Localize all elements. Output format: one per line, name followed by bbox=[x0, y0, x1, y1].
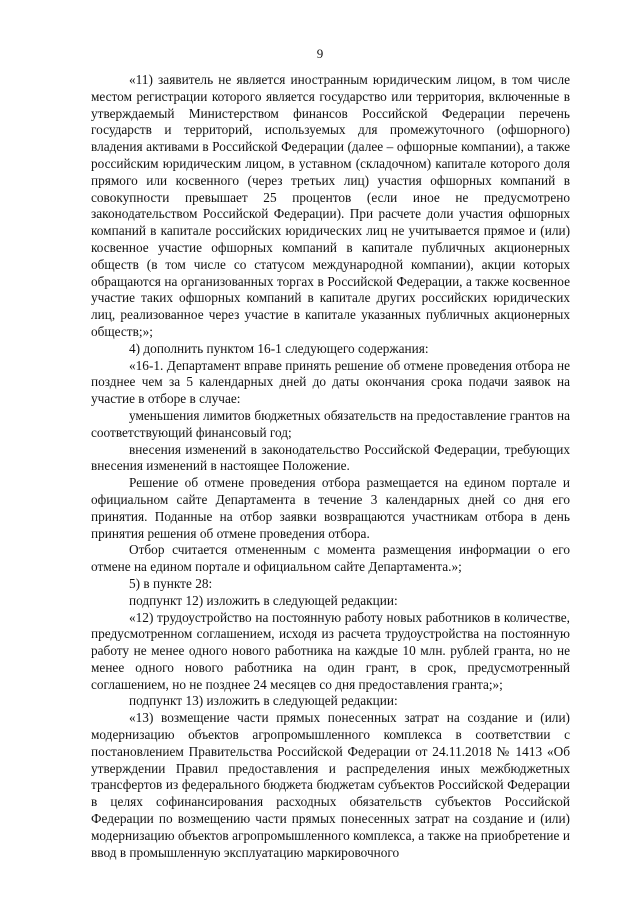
paragraph-limits-reduction: уменьшения лимитов бюджетных обязательств на предоставление грантов на соответствующий финансовый год; bbox=[91, 407, 570, 440]
paragraph-subitem-13: «13) возмещение части прямых понесенных затрат на создание и (или) модернизацию объектов агропромышленного комплекса в соответствии с постановлением Правительства Российской Федерации от 24.11.2018 № 1413 «Об утверждении Правил предоставления и распределения иных межбюджетных трансфертов из федерального бюджета бюджетам субъектов Российской Федерации в целях софинансирования расходных обязательств субъектов Российской Федерации по возмещению части прямых понесенных затрат на создание и (или) модернизацию объектов агропромышленного комплекса, а также на приобретение и ввод в промышленную эксплуатацию маркировочного bbox=[91, 710, 570, 860]
paragraph-16-1: «16-1. Департамент вправе принять решение об отмене проведения отбора не позднее чем за 5 календарных дней до даты окончания срока подачи заявок на участие в отборе в случае: bbox=[91, 357, 570, 407]
paragraph-legislation-change: внесения изменений в законодательство Российской Федерации, требующих внесения изменений в настоящее Положение. bbox=[91, 441, 570, 474]
paragraph-amend-4: 4) дополнить пунктом 16-1 следующего содержания: bbox=[129, 340, 429, 356]
paragraph-subitem-13-intro: подпункт 13) изложить в следующей редакции: bbox=[129, 693, 398, 709]
page-number: 9 bbox=[316, 46, 324, 61]
paragraph-cancellation-effective: Отбор считается отмененным с момента размещения информации о его отмене на едином портале и официальном сайте Департамента.»; bbox=[91, 542, 570, 575]
paragraph-subitem-12-intro: подпункт 12) изложить в следующей редакции: bbox=[129, 592, 398, 608]
document-body bbox=[91, 72, 570, 861]
paragraph-cancellation-publish: Решение об отмене проведения отбора размещается на едином портале и официальном сайте Департамента в течение 3 календарных дней со дня его принятия. Поданные на отбор заявки возвращаются участникам отбора в день принятия решения об отмене проведения отбора. bbox=[91, 475, 570, 541]
paragraph-subitem-12: «12) трудоустройство на постоянную работу новых работников в количестве, предусмотренном соглашением, исходя из расчета трудоустройства на постоянную работу не менее одного нового работника на каждые 10 млн. рублей гранта, но не менее одного нового работника на один грант, в срок, предусмотренный соглашением, но не позднее 24 месяцев со дня предоставления гранта;»; bbox=[91, 609, 570, 692]
paragraph-item-11: «11) заявитель не является иностранным юридическим лицом, в том числе местом регистрации которого является государство или территория, включенные в утверждаемый Министерством финансов Российской Федерации перечень государств и территорий, используемых для промежуточного (офшорного) владения активами в Российской Федерации (далее – офшорные компании), а также российским юридическим лицом, в уставном (складочном) капитале которого доля прямого или косвенного (через третьих лиц) участия офшорных компаний в совокупности превышает 25 процентов (если иное не предусмотрено законодательством Российской Федерации). При расчете доли участия офшорных компаний в капитале российских юридических лиц не учитывается прямое и (или) косвенное участие офшорных компаний в капитале публичных акционерных обществ (в том числе со статусом международной компании), акции которых обращаются на организованных торгах в Российской Федерации, а также косвенное участие таких офшорных компаний в капитале других российских юридических лиц, реализованное через участие в капитале указанных публичных акционерных обществ;»; bbox=[91, 72, 570, 339]
paragraph-amend-5: 5) в пункте 28: bbox=[129, 575, 213, 591]
